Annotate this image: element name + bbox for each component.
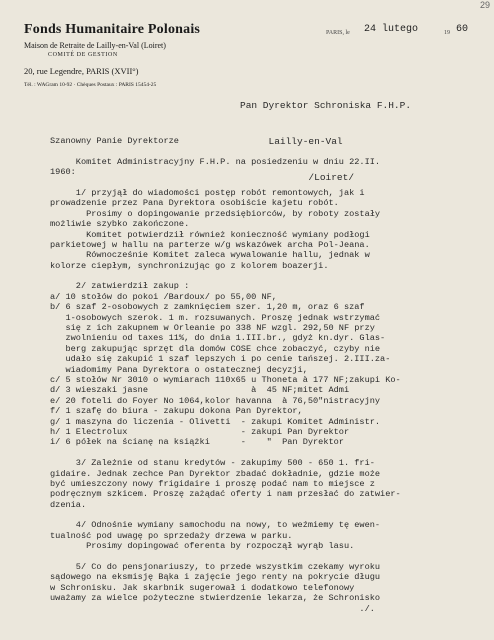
- body-line: 1960:: [50, 167, 76, 178]
- body-line: a/ 10 stołów do pokoi /Bardoux/ po 55,00 NF,: [50, 291, 277, 302]
- body-line: sądowego na eksmisję Bąka i zajęcie jego renty na pokrycie długu: [50, 572, 381, 583]
- body-line: Komitet potwierdził również konieczność wymiany podłogi: [50, 229, 370, 240]
- body-line: 5/ Co do pensjonariuszy, to przede wszystkim czekamy wyroku: [50, 562, 381, 573]
- recipient-line: Lailly-en-Val: [240, 136, 343, 147]
- body-line: podręcznym szkicem. Proszę zażądać oferty i nam przesłać do zatwier-: [50, 489, 401, 500]
- body-line: [50, 552, 401, 562]
- body-line: uważamy za wielce pożyteczne stwierdzenie lekarza, że Schronisko: [50, 593, 381, 604]
- body-line: Komitet Administracyjny F.H.P. na posiedzeniu w dniu 22.II.: [50, 156, 381, 167]
- body-line: c/ 5 stołów Nr 3010 o wymiarach 110x65 u Thoneta à 177 NF;zakupi Ko-: [50, 374, 401, 385]
- body-line: kolorze ciepłym, synchronizując go z kolorem boazerji.: [50, 260, 329, 271]
- body-line: d/ 3 wieszaki jasne à 45 NF;mitet Admi: [50, 385, 350, 396]
- body-line: 1/ przyjął do wiadomości postęp robót remontowych, jak i: [50, 187, 365, 198]
- body-line: Szanowny Panie Dyrektorze: [50, 136, 179, 146]
- body-line: możliwie szybko zakończone.: [50, 219, 190, 230]
- body-line: [50, 448, 401, 458]
- recipient-line: /Loiret/: [240, 172, 355, 183]
- letterhead: [24, 22, 200, 88]
- dateline-year: 60: [456, 24, 469, 35]
- body-line: 4/ Odnośnie wymiany samochodu na nowy, to weźmiemy tę ewen-: [50, 520, 381, 531]
- body-line: parkietowej w hallu na parterze w/g wskazówek archa Pol-Jeana.: [50, 239, 370, 250]
- body-line: [50, 271, 401, 281]
- body-line: Prosimy dopingować oferenta by rozpoczął wyrąb lasu.: [50, 541, 355, 552]
- body-line: zwolnieniu od taxes 11%, do dnia 1.III.br., gdyż kn.dyr. Glas-: [50, 333, 386, 344]
- body-line: e/ 20 foteli do Foyer No 1064,kolor havanna à 76,50"nistracyjny: [50, 395, 381, 406]
- body-line: prowadzenie przez Pana Dyrektora osobiście kajetu robót.: [50, 198, 339, 209]
- body-line: dzenia.: [50, 499, 87, 510]
- dateline-city: PARIS, le: [326, 30, 350, 36]
- body-line: Równocześnie Komitet zaleca wywalowanie hallu, jednak w: [50, 250, 370, 261]
- org-committee: COMITÉ DE GESTION: [48, 52, 118, 58]
- org-subtitle: Maison de Retraite de Lailly-en-Val (Loiret): [24, 41, 166, 50]
- page-number: 29: [479, 0, 490, 10]
- body-line: wiadomimy Pana Dyrektora o ostatecznej decyzji,: [50, 364, 308, 375]
- body-line: być umieszczony nowy frigidaire i proszę podać nam to miejsce z: [50, 478, 375, 489]
- org-title: Fonds Humanitaire Polonais: [24, 22, 201, 37]
- body-line: ./.: [50, 603, 375, 614]
- body-line: gidaire. Jednak zechce Pan Dyrektor zbadać dokładnie, gdzie może: [50, 468, 381, 479]
- org-phones: Tél. : WAGram 10-92 · Chèques Postaux : PARIS 15454-25: [24, 82, 157, 88]
- body-line: 2/ zatwierdził zakup :: [50, 281, 190, 292]
- body-line: udało się zakupić 1 szaf lepszych i po cenie tańszej. 2.III.za-: [50, 354, 391, 365]
- body-line: się z ich zakupnem w Orleanie po 338 NF wzgl. 292,50 NF przy: [50, 323, 375, 334]
- org-address: 20, rue Legendre, PARIS (XVII°): [24, 66, 139, 76]
- body-line: 1-osobowych szerok. 1 m. rozsuwanych. Proszę jednak wstrzymać: [50, 312, 381, 323]
- dateline-date: 24 lutego: [364, 24, 419, 35]
- body-line: g/ 1 maszyna do liczenia - Olivetti - zakupi Komitet Administr.: [50, 416, 381, 427]
- body-line: [50, 510, 401, 520]
- body-line: 3/ Zależnie od stanu kredytów - zakupimy 500 - 650 1. fri-: [50, 458, 375, 469]
- dateline-year-prefix: 19: [444, 30, 450, 36]
- body-line: tualność pod uwagę po sprzedaży drzewa w parku.: [50, 530, 293, 541]
- body-line: berg zakupując sprzęt dla domów COSE chce zobaczyć, czyby nie: [50, 343, 381, 354]
- letter-body: [50, 136, 401, 614]
- body-line: w Schronisku. Jak skarbnik sugerował i dodatkowo telefonowy: [50, 582, 355, 593]
- body-line: Prosimy o dopingowanie przedsiębiorców, by roboty zostały: [50, 208, 381, 219]
- recipient-line: Pan Dyrektor Schroniska F.H.P.: [240, 100, 412, 111]
- body-line: [50, 146, 401, 156]
- dateline: [326, 24, 469, 36]
- body-line: h/ 1 Electrolux - zakupi Pan Dyrektor: [50, 426, 350, 437]
- body-line: b/ 6 szaf 2-osobowych z zamknięciem szer. 1,20 m, oraz 6 szaf: [50, 302, 365, 313]
- body-line: i/ 6 półek na ścianę na książki - " Pan Dyrektor: [50, 437, 344, 448]
- body-line: [50, 178, 401, 188]
- body-line: f/ 1 szafę do biura - zakupu dokona Pan Dyrektor,: [50, 406, 303, 417]
